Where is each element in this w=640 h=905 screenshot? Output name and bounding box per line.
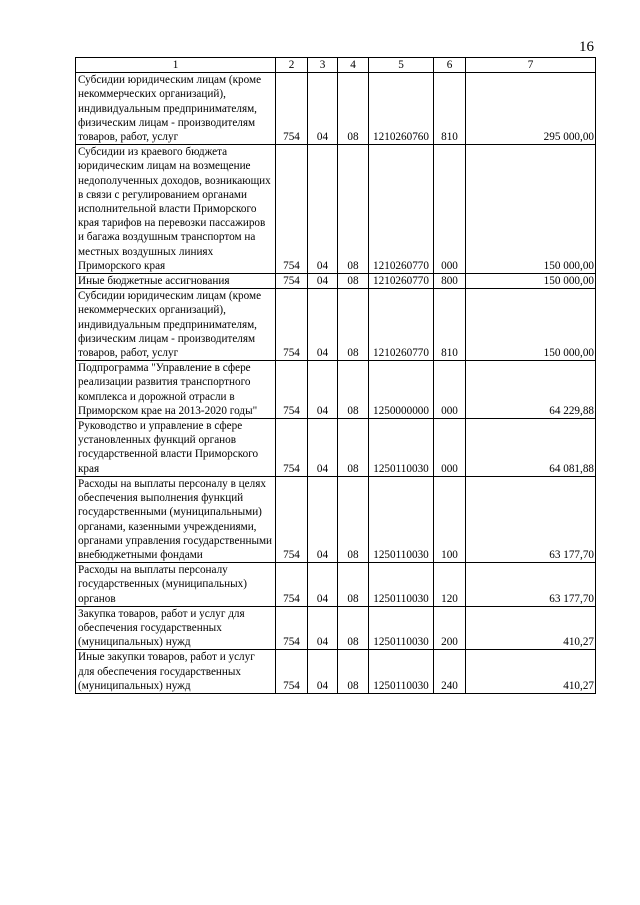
row-amount: 64 081,88 <box>466 419 596 477</box>
row-amount: 410,27 <box>466 650 596 694</box>
row-col4: 08 <box>338 73 369 145</box>
row-col4: 08 <box>338 419 369 477</box>
table-row <box>76 476 596 562</box>
row-col2: 754 <box>276 145 308 274</box>
row-col4: 08 <box>338 606 369 650</box>
row-col2: 754 <box>276 606 308 650</box>
row-col6: 800 <box>434 274 466 289</box>
table-row <box>76 650 596 694</box>
page-number: 16 <box>579 39 594 55</box>
row-col5: 1250000000 <box>369 361 434 419</box>
row-col6: 000 <box>434 419 466 477</box>
row-col5: 1250110030 <box>369 476 434 562</box>
row-col4: 08 <box>338 361 369 419</box>
row-col4: 08 <box>338 145 369 274</box>
row-col3: 04 <box>308 289 338 361</box>
row-col2: 754 <box>276 650 308 694</box>
table-row <box>76 73 596 145</box>
row-col5: 1210260760 <box>369 73 434 145</box>
row-col2: 754 <box>276 361 308 419</box>
table-row <box>76 145 596 274</box>
row-amount: 64 229,88 <box>466 361 596 419</box>
row-col6: 000 <box>434 361 466 419</box>
row-col3: 04 <box>308 476 338 562</box>
row-col4: 08 <box>338 563 369 607</box>
row-amount: 295 000,00 <box>466 73 596 145</box>
row-col6: 810 <box>434 73 466 145</box>
budget-table <box>75 57 596 694</box>
row-col2: 754 <box>276 289 308 361</box>
header-cell: 2 <box>276 58 308 73</box>
row-col6: 100 <box>434 476 466 562</box>
row-name: Субсидии из краевого бюджета юридическим лицам на возмещение недополученных доходов, возникающих в связи с регулированием органами исполнительной власти Приморского края тарифов на перевозки пассажиров и багажа воздушным транспортом на местных воздушных линиях Приморского края <box>76 145 276 274</box>
row-col3: 04 <box>308 274 338 289</box>
header-row <box>76 58 596 73</box>
row-name: Субсидии юридическим лицам (кроме некоммерческих организаций), индивидуальным предпринимателям, физическим лицам - производителям товаров, работ, услуг <box>76 73 276 145</box>
header-cell: 4 <box>338 58 369 73</box>
row-amount: 150 000,00 <box>466 145 596 274</box>
row-col3: 04 <box>308 563 338 607</box>
row-col5: 1250110030 <box>369 419 434 477</box>
header-cell: 5 <box>369 58 434 73</box>
row-col5: 1250110030 <box>369 563 434 607</box>
row-amount: 410,27 <box>466 606 596 650</box>
row-amount: 63 177,70 <box>466 563 596 607</box>
row-col6: 810 <box>434 289 466 361</box>
row-col6: 000 <box>434 145 466 274</box>
row-name: Руководство и управление в сфере установленных функций органов государственной власти Приморского края <box>76 419 276 477</box>
row-col3: 04 <box>308 419 338 477</box>
header-cell: 1 <box>76 58 276 73</box>
row-col6: 120 <box>434 563 466 607</box>
row-col4: 08 <box>338 650 369 694</box>
row-col4: 08 <box>338 476 369 562</box>
header-cell: 3 <box>308 58 338 73</box>
row-col5: 1250110030 <box>369 650 434 694</box>
row-col4: 08 <box>338 289 369 361</box>
row-amount: 150 000,00 <box>466 274 596 289</box>
row-col3: 04 <box>308 361 338 419</box>
row-name: Иные закупки товаров, работ и услуг для обеспечения государственных (муниципальных) нужд <box>76 650 276 694</box>
row-col5: 1210260770 <box>369 274 434 289</box>
row-col5: 1210260770 <box>369 289 434 361</box>
table-row <box>76 606 596 650</box>
row-name: Расходы на выплаты персоналу государственных (муниципальных) органов <box>76 563 276 607</box>
row-amount: 63 177,70 <box>466 476 596 562</box>
row-col5: 1250110030 <box>369 606 434 650</box>
row-col5: 1210260770 <box>369 145 434 274</box>
row-col3: 04 <box>308 73 338 145</box>
row-col3: 04 <box>308 606 338 650</box>
row-col2: 754 <box>276 563 308 607</box>
header-cell: 6 <box>434 58 466 73</box>
table-row <box>76 419 596 477</box>
table-row <box>76 289 596 361</box>
row-col2: 754 <box>276 419 308 477</box>
row-col2: 754 <box>276 476 308 562</box>
row-col6: 200 <box>434 606 466 650</box>
row-name: Закупка товаров, работ и услуг для обеспечения государственных (муниципальных) нужд <box>76 606 276 650</box>
row-col3: 04 <box>308 145 338 274</box>
row-col3: 04 <box>308 650 338 694</box>
row-col4: 08 <box>338 274 369 289</box>
row-col6: 240 <box>434 650 466 694</box>
row-col2: 754 <box>276 274 308 289</box>
row-name: Иные бюджетные ассигнования <box>76 274 276 289</box>
row-name: Расходы на выплаты персоналу в целях обеспечения выполнения функций государственными (муниципальными) органами, казенными учреждениями, органами управления государственными внебюджетными фондами <box>76 476 276 562</box>
header-cell: 7 <box>466 58 596 73</box>
table-row <box>76 274 596 289</box>
row-amount: 150 000,00 <box>466 289 596 361</box>
row-name: Субсидии юридическим лицам (кроме некоммерческих организаций), индивидуальным предпринимателям, физическим лицам - производителям товаров, работ, услуг <box>76 289 276 361</box>
table-row <box>76 361 596 419</box>
row-col2: 754 <box>276 73 308 145</box>
row-name: Подпрограмма "Управление в сфере реализации развития транспортного комплекса и дорожной отрасли в Приморском крае на 2013-2020 годы" <box>76 361 276 419</box>
table-row <box>76 563 596 607</box>
